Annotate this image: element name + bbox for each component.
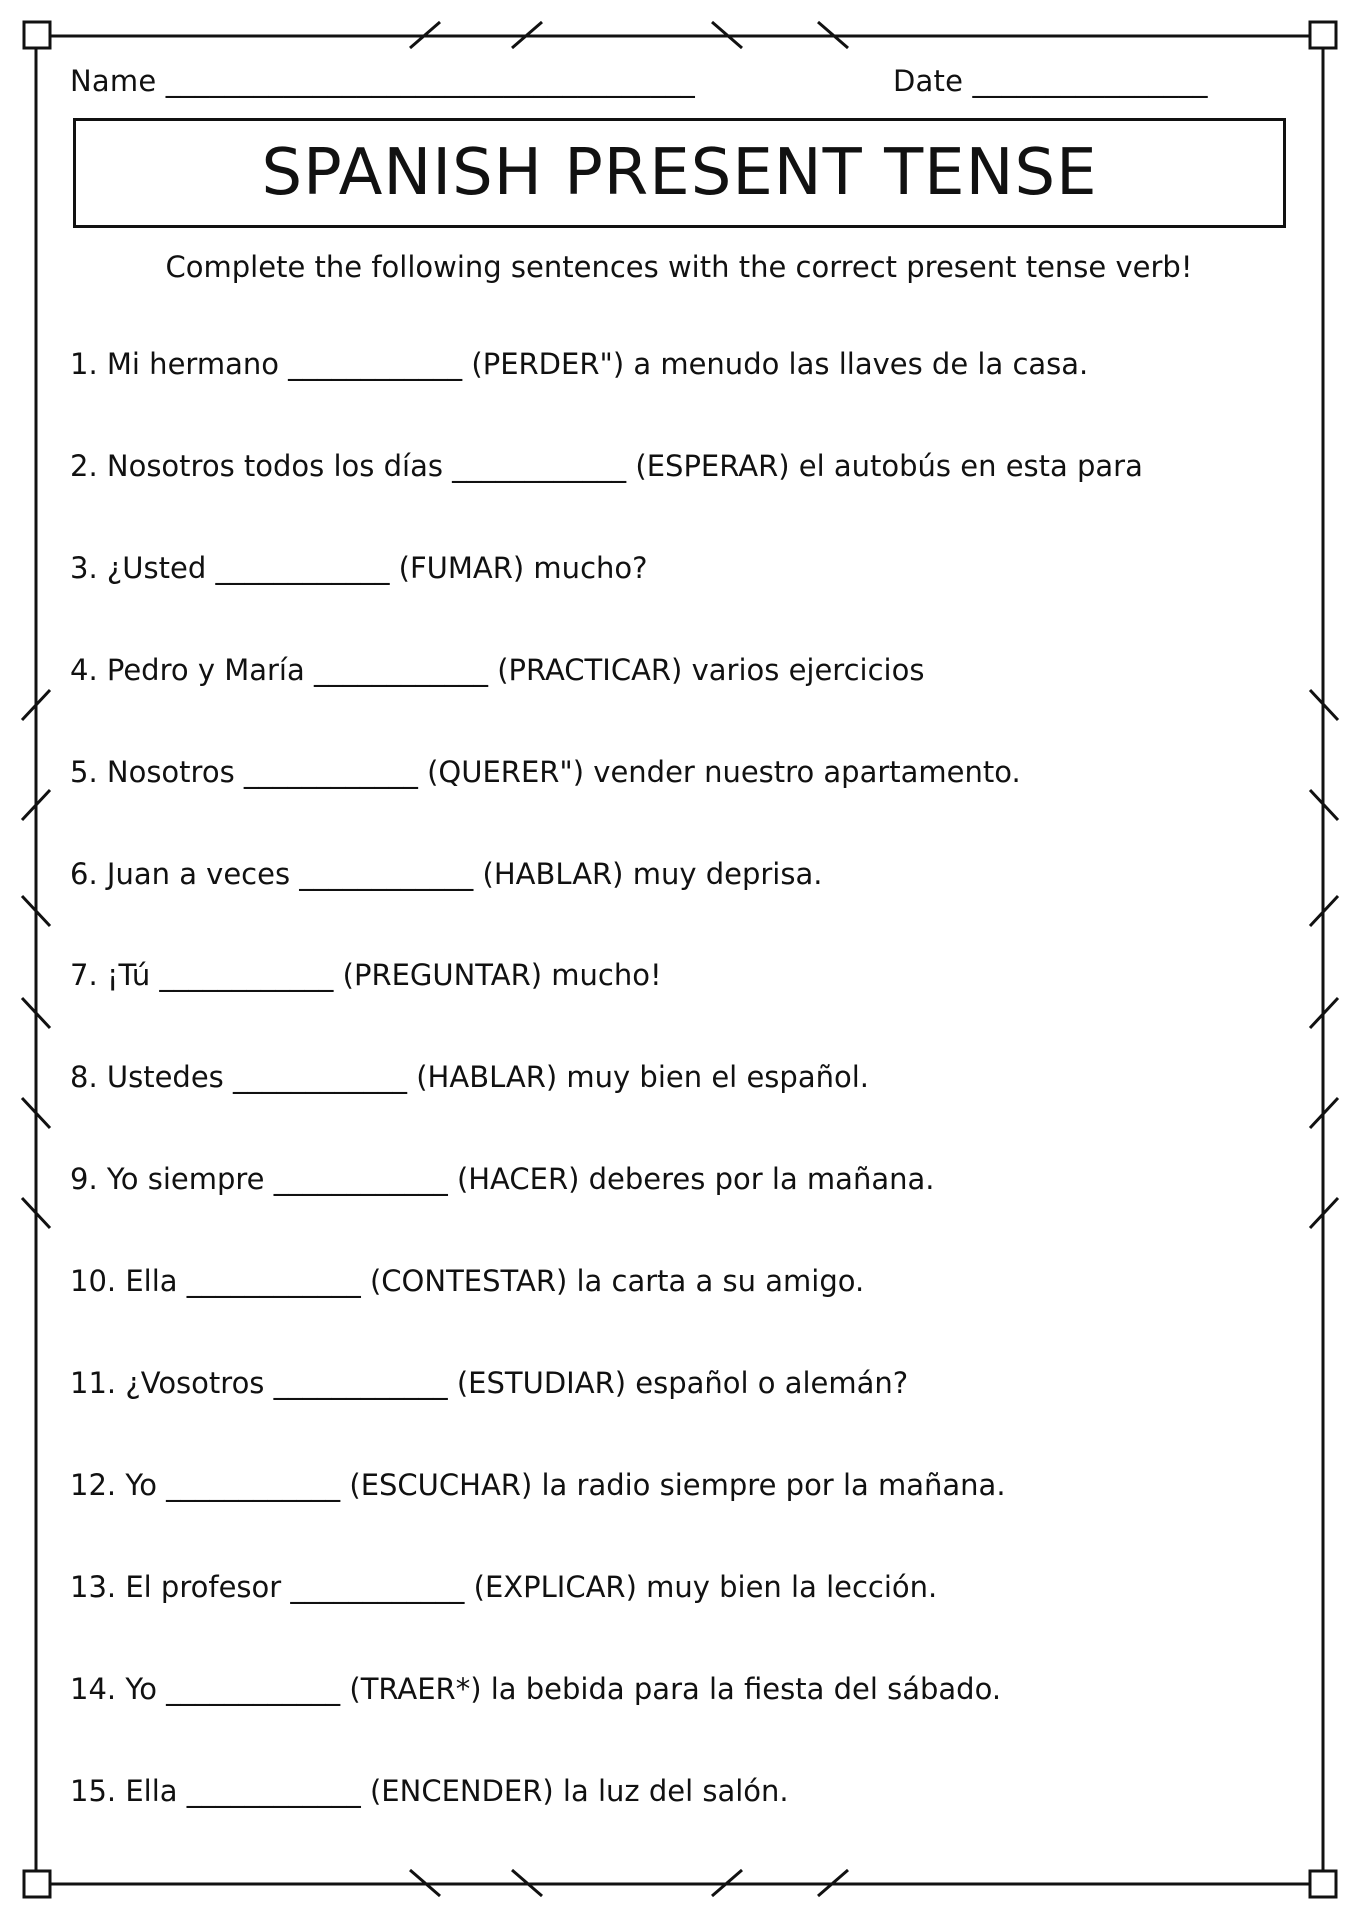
question-13[interactable]: 13. El profesor ____________ (EXPLICAR) muy bien la lección. [70,1570,938,1604]
question-10[interactable]: 10. Ella ____________ (CONTESTAR) la carta a su amigo. [70,1264,865,1298]
question-2[interactable]: 2. Nosotros todos los días ____________ (ESPERAR) el autobús en esta para [70,449,1143,483]
question-5[interactable]: 5. Nosotros ____________ (QUERER") vender nuestro apartamento. [70,755,1021,789]
title-box [73,118,1286,228]
name-field[interactable]: Name ____________________________________ [70,64,695,98]
instructions: Complete the following sentences with the correct present tense verb! [165,250,1193,284]
question-15[interactable]: 15. Ella ____________ (ENCENDER) la luz del salón. [70,1774,789,1808]
question-9[interactable]: 9. Yo siempre ____________ (HACER) deberes por la mañana. [70,1162,935,1196]
question-3[interactable]: 3. ¿Usted ____________ (FUMAR) mucho? [70,551,648,585]
date-field[interactable]: Date ________________ [893,64,1208,98]
question-1[interactable]: 1. Mi hermano ____________ (PERDER") a menudo las llaves de la casa. [70,347,1089,381]
question-11[interactable]: 11. ¿Vosotros ____________ (ESTUDIAR) español o alemán? [70,1366,909,1400]
question-8[interactable]: 8. Ustedes ____________ (HABLAR) muy bien el español. [70,1060,869,1094]
question-14[interactable]: 14. Yo ____________ (TRAER*) la bebida para la fiesta del sábado. [70,1672,1002,1706]
question-4[interactable]: 4. Pedro y María ____________ (PRACTICAR) varios ejercicios [70,653,925,687]
page-title: SPANISH PRESENT TENSE [261,136,1098,210]
question-6[interactable]: 6. Juan a veces ____________ (HABLAR) muy deprisa. [70,857,823,891]
question-12[interactable]: 12. Yo ____________ (ESCUCHAR) la radio siempre por la mañana. [70,1468,1006,1502]
question-7[interactable]: 7. ¡Tú ____________ (PREGUNTAR) mucho! [70,958,662,992]
